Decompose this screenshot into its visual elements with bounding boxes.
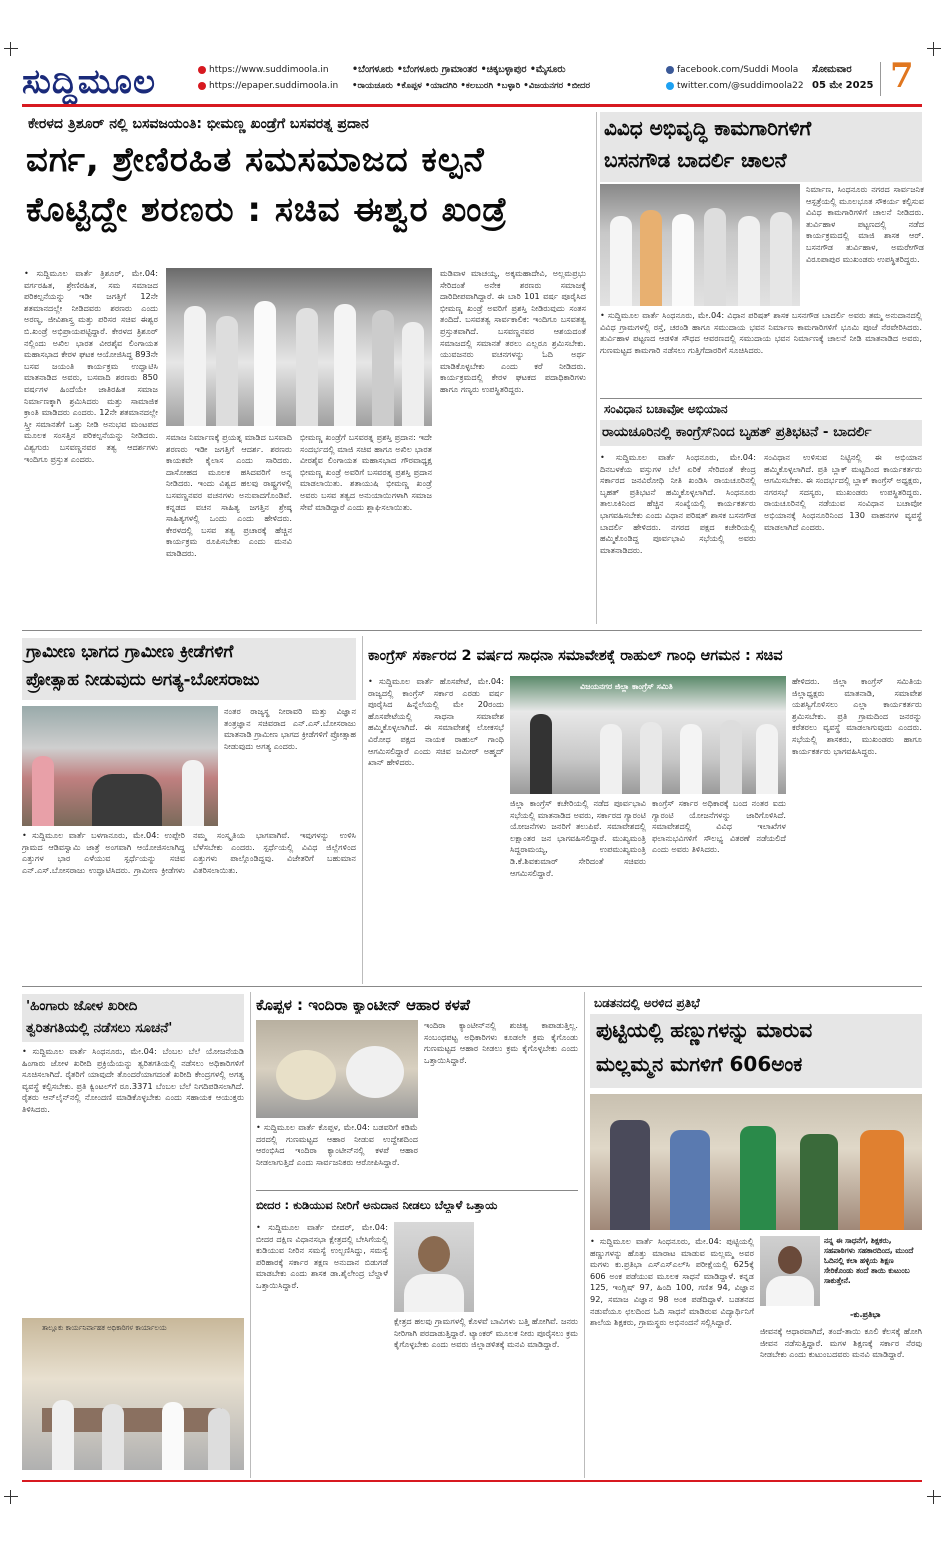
koppal-col1: • ಸುದ್ದಿಮೂಲ ವಾರ್ತೆ ಕೊಪ್ಪಳ, ಮೇ.04: ಬಡವರಿಗೆ ಕಡಿಮೆ ದರದಲ್ಲಿ ಗುಣಮಟ್ಟದ ಆಹಾರ ನೀಡುವ ಉದ್ದೇಶದಿಂದ ಆರಂಭಿಸಿದ ಇಂದಿರಾ ಕ್ಯಾಂಟೀನ್‌ನಲ್ಲಿ ಕಳಪೆ ಆಹಾರ ನೀಡಲಾಗುತ್ತಿದೆ ಎಂದು ಸಾರ್ವಜನಿಕರು ಆರೋಪಿಸಿದ್ದಾರೆ. bbox=[256, 1122, 418, 1167]
lead-kicker: ಕೇರಳದ ತ್ರಿಶೂರ್ ನಲ್ಲಿ ಬಸವಜಯಂತಿ: ಭೀಮಣ್ಣ ಖಂಡ್ರೆಗೆ ಬಸವರತ್ನ ಪ್ರದಾನ bbox=[28, 116, 369, 132]
section-rule bbox=[600, 398, 922, 399]
student bbox=[740, 1126, 776, 1230]
koppal-col2: ಇಂದಿರಾ ಕ್ಯಾಂಟೀನ್‌ನಲ್ಲಿ ಶುಚಿತ್ವ ಕಾಪಾಡುತ್ತಿಲ್ಲ. ಸಂಬಂಧಪಟ್ಟ ಅಧಿಕಾರಿಗಳು ಕೂಡಲೇ ಕ್ರಮ ಕೈಗೊಂಡು ಗುಣಮಟ್ಟದ ಆಹಾರ ನೀಡಲು ಕ್ರಮ ಕೈಗೊಳ್ಳಬೇಕು ಎಂದು ಒತ್ತಾಯಿಸಿದ್ದಾರೆ. bbox=[424, 1020, 578, 1065]
person bbox=[334, 304, 356, 426]
column-rule bbox=[596, 112, 597, 624]
column-rule bbox=[584, 992, 585, 1478]
page-number: 7 bbox=[890, 56, 914, 96]
person bbox=[704, 208, 726, 306]
sports-side: ನಂತರ ರಾಜ್ಯಸ್ಥ ನೀರಾವರಿ ಮತ್ತು ವಿಜ್ಞಾನ ತಂತ್ರಜ್ಞಾನ ಸಚಿವರಾದ ಎನ್.ಎಸ್.ಬೋಸರಾಜು ಮಾತನಾಡಿ ಗ್ರಾಮೀಣ ಭಾಗದ ಕ್ರೀಡೆಗಳಿಗೆ ಪ್ರೋತ್ಸಾಹ ನೀಡುವುದು ಅಗತ್ಯ ಎಂದರು. bbox=[224, 706, 356, 751]
rahul-banner: ವಿಜಯನಗರ ಜಿಲ್ಲಾ ಕಾಂಗ್ರೆಸ್ ಸಮಿತಿ bbox=[580, 682, 673, 691]
puttamma-body: • ಸುದ್ದಿಮೂಲ ವಾರ್ತೆ ಸಿಂಧನೂರು, ಮೇ.04: ಪುಟ್ಟಿಯಲ್ಲಿ ಹಣ್ಣುಗಳನ್ನು ಹೊತ್ತು ಮಾರಾಟ ಮಾಡುವ ಮಲ್ಲಮ್ಮ ಅವರ ಮಗಳು ಕು.ಪ್ರತಿಭಾ ಎಸ್ಎಸ್ಎಲ್‌ಸಿ ಪರೀಕ್ಷೆಯಲ್ಲಿ 625ಕ್ಕೆ 606 ಅಂಕ ಪಡೆಯುವ ಮೂಲಕ ಸಾಧನೆ ಮಾಡಿದ್ದಾಳೆ. ಕನ್ನಡ 125, ಇಂಗ್ಲಿಷ್ 97, ಹಿಂದಿ 100, ಗಣಿತ 94, ವಿಜ್ಞಾನ 92, ಸಮಾಜ ವಿಜ್ಞಾನ 98 ಅಂಕ ಪಡೆದಿದ್ದಾಳೆ. ಬಡತನದ ನಡುವೆಯೂ ಛಲದಿಂದ ಓದಿ ಸಾಧನೆ ಮಾಡಿರುವ ವಿದ್ಯಾರ್ಥಿನಿಗೆ ಶಾಲೆಯ ಶಿಕ್ಷಕರು, ಗ್ರಾಮಸ್ಥರು ಅಭಿನಂದನೆ ಸಲ್ಲಿಸಿದ್ದಾರೆ. bbox=[590, 1236, 754, 1328]
masthead-date: 05 ಮೇ 2025 bbox=[812, 80, 874, 91]
person bbox=[860, 1130, 904, 1230]
hingara-headline-line1: 'ಹಿಂಗಾರು ಜೋಳ ಖರೀದಿ bbox=[26, 998, 138, 1014]
section-rule bbox=[22, 630, 922, 631]
rahul-col4: ಹೇಳಿದರು. ಜಿಲ್ಲಾ ಕಾಂಗ್ರೆಸ್ ಸಮಿತಿಯ ಜಿಲ್ಲಾಧ್ಯಕ್ಷರು ಮಾತನಾಡಿ, ಸಮಾವೇಶ ಯಶಸ್ವಿಗೊಳಿಸಲು ಎಲ್ಲಾ ಕಾರ್ಯಕರ್ತರು ಶ್ರಮಿಸಬೇಕು. ಪ್ರತಿ ಗ್ರಾಮದಿಂದ ಜನರನ್ನು ಕರೆತರಲು ವ್ಯವಸ್ಥೆ ಮಾಡಲಾಗುವುದು ಎಂದರು. ಸಭೆಯಲ್ಲಿ ಶಾಸಕರು, ಮುಖಂಡರು ಹಾಗೂ ಕಾರ್ಯಕರ್ತರು ಭಾಗವಹಿಸಿದ್ದರು. bbox=[792, 676, 922, 756]
devworks-body: • ಸುದ್ದಿಮೂಲ ವಾರ್ತೆ ಸಿಂಧನೂರು, ಮೇ.04: ವಿಧಾನ ಪರಿಷತ್ ಶಾಸಕ ಬಸನಗೌಡ ಬಾದರ್ಲಿ ಅವರು ತಮ್ಮ ಅನುದಾನದಲ್ಲಿ ವಿವಿಧ ಗ್ರಾಮಗಳಲ್ಲಿ ರಸ್ತೆ, ಚರಂಡಿ ಹಾಗೂ ಸಮುದಾಯ ಭವನ ನಿರ್ಮಾಣ ಕಾಮಗಾರಿಗಳಿಗೆ ಭೂಮಿ ಪೂಜೆ ನೆರವೇರಿಸಿದರು. ತುರ್ವಿಹಾಳ ಪಟ್ಟಣದ ಆಡಳಿತ ಸೌಧದ ಆವರಣದಲ್ಲಿ ಸಮುದಾಯ ಭವನ ನಿರ್ಮಾಣಕ್ಕೆ ಚಾಲನೆ ನೀಡಿ ಮಾತನಾಡಿದ ಅವರು, ಗುಣಮಟ್ಟದ ಕಾಮಗಾರಿ ನಡೆಸಲು ಗುತ್ತಿಗೆದಾರರಿಗೆ ಸೂಚಿಸಿದರು. bbox=[600, 310, 922, 355]
samvidhana-col1: • ಸುದ್ದಿಮೂಲ ವಾರ್ತೆ ಸಿಂಧನೂರು, ಮೇ.04: ದಿನಬಳಕೆಯ ವಸ್ತುಗಳ ಬೆಲೆ ಏರಿಕೆ ಸೇರಿದಂತೆ ಕೇಂದ್ರ ಸರ್ಕಾರದ ಜನವಿರೋಧಿ ನೀತಿ ಖಂಡಿಸಿ ರಾಯಚೂರಿನಲ್ಲಿ ಬೃಹತ್ ಪ್ರತಿಭಟನೆ ಹಮ್ಮಿಕೊಳ್ಳಲಾಗಿದೆ. ಸಿಂಧನೂರು ತಾಲೂಕಿನಿಂದ ಹೆಚ್ಚಿನ ಸಂಖ್ಯೆಯಲ್ಲಿ ಕಾರ್ಯಕರ್ತರು ಭಾಗವಹಿಸಬೇಕು ಎಂದು ವಿಧಾನ ಪರಿಷತ್ ಶಾಸಕ ಬಸನಗೌಡ ಬಾದರ್ಲಿ ಹೇಳಿದರು. ನಗರದ ಪಕ್ಷದ ಕಚೇರಿಯಲ್ಲಿ ಹಮ್ಮಿಕೊಂಡಿದ್ದ ಪೂರ್ವಭಾವಿ ಸಭೆಯಲ್ಲಿ ಅವರು ಮಾತನಾಡಿದರು. bbox=[600, 452, 756, 555]
hingara-photo bbox=[22, 1318, 244, 1470]
koppal-headline: ಕೊಪ್ಪಳ : ಇಂದಿರಾ ಕ್ಯಾಂಟೀನ್ ಆಹಾರ ಕಳಪೆ bbox=[256, 996, 470, 1014]
person bbox=[640, 722, 662, 794]
rahul-headline: ಕಾಂಗ್ರೆಸ್ ಸರ್ಕಾರದ 2 ವರ್ಷದ ಸಾಧನಾ ಸಮಾವೇಶಕ್ಕೆ ರಾಹುಲ್ ಗಾಂಧಿ ಆಗಮನ : ಸಚಿವ bbox=[368, 648, 783, 664]
epaper-link[interactable]: https://epaper.suddimoola.in bbox=[198, 78, 348, 94]
person bbox=[162, 1402, 184, 1470]
person bbox=[254, 301, 276, 426]
rahul-photo bbox=[510, 676, 786, 794]
crop-mark bbox=[927, 1490, 941, 1504]
person bbox=[680, 724, 702, 794]
section-rule bbox=[22, 986, 922, 987]
masthead-links bbox=[198, 62, 348, 94]
column-rule bbox=[250, 992, 251, 1478]
person bbox=[102, 1404, 124, 1470]
person bbox=[672, 214, 694, 306]
lead-intro: • ಸುದ್ದಿಮೂಲ ವಾರ್ತೆ ತ್ರಿಶೂರ್, ಮೇ.04: ವರ್ಗರಹಿತ, ಶ್ರೇಣಿರಹಿತ, ಸಮ ಸಮಾಜದ ಪರಿಕಲ್ಪನೆಯನ್ನು ಇಡೀ ಜಗತ್ತಿಗೆ 12ನೇ ಶತಮಾನದಲ್ಲೇ ನೀಡಿದವರು ಶರಣರು ಎಂದು ಅರಣ್ಯ, ಜೀವಿಶಾಸ್ತ್ರ ಮತ್ತು ಪರಿಸರ ಸಚಿವ ಈಶ್ವರ ಬಿ.ಖಂಡ್ರೆ ಅಭಿಪ್ರಾಯಪಟ್ಟಿದ್ದಾರೆ. ಕೇರಳದ ತ್ರಿಶೂರ್ ನಲ್ಲಿಂದು ಅಖಿಲ ಭಾರತ ವೀರಶೈವ ಲಿಂಗಾಯತ ಮಹಾಸಭಾದ ಕೇರಳ ಘಟಕ ಆಯೋಜಿಸಿದ್ದ 893ನೇ ಬಸವ ಜಯಂತಿ ಕಾರ್ಯಕ್ರಮ ಉದ್ಘಾಟಿಸಿ ಮಾತನಾಡಿದ ಅವರು, ಬಸವಾದಿ ಶರಣರು 850 ವರ್ಷಗಳ ಹಿಂದೆಯೇ ಜಾತಿರಹಿತ ಸಮಾಜ ನಿರ್ಮಾಣಕ್ಕಾಗಿ ಶ್ರಮಿಸಿದರು ಮತ್ತು ಸಾಮಾಜಿಕ ಕ್ರಾಂತಿ ಮಾಡಿದರು ಎಂದರು. 12ನೇ ಶತಮಾನದಲ್ಲೇ ಸ್ತ್ರೀ ಸಮಾನತೆಗೆ ಒತ್ತು ನೀಡಿ ಅನುಭವ ಮಂಟಪದ ಮೂಲಕ ಸಂಸತ್ತಿನ ಪರಿಕಲ್ಪನೆಯನ್ನು ನೀಡಿದರು. ವಿಶ್ವಗುರು ಬಸವಣ್ಣನವರ ತತ್ವ ಆದರ್ಶಗಳು ಇಂದಿಗೂ ಪ್ರಸ್ತುತ ಎಂದರು. bbox=[24, 268, 158, 464]
person bbox=[738, 216, 760, 306]
samvidhana-col2: ಸಂವಿಧಾನ ಉಳಿಸುವ ನಿಟ್ಟಿನಲ್ಲಿ ಈ ಅಭಿಯಾನ ಹಮ್ಮಿಕೊಳ್ಳಲಾಗಿದೆ. ಪ್ರತಿ ಬ್ಲಾಕ್ ಮಟ್ಟದಿಂದ ಕಾರ್ಯಕರ್ತರು ಆಗಮಿಸಬೇಕು. ಈ ಸಂದರ್ಭದಲ್ಲಿ ಬ್ಲಾಕ್ ಕಾಂಗ್ರೆಸ್ ಅಧ್ಯಕ್ಷರು, ನಗರಸಭೆ ಸದಸ್ಯರು, ಮುಖಂಡರು ಉಪಸ್ಥಿತರಿದ್ದರು. ರಾಯಚೂರಿನಲ್ಲಿ ನಡೆಯುವ ಸಂವಿಧಾನ ಬಚಾವೋ ಅಭಿಯಾನಕ್ಕೆ ಸಿಂಧನೂರಿನಿಂದ 130 ವಾಹನಗಳ ವ್ಯವಸ್ಥೆ ಮಾಡಲಾಗಿದೆ ಎಂದರು. bbox=[764, 452, 922, 532]
devworks-headline-line1: ವಿವಿಧ ಅಭಿವೃದ್ಧಿ ಕಾಮಗಾರಿಗಳಿಗೆ bbox=[604, 116, 812, 140]
divider bbox=[880, 62, 881, 96]
portrait-head bbox=[778, 1246, 802, 1274]
devworks-headline-line2: ಬಸನಗೌಡ ಬಾದರ್ಲಿ ಚಾಲನೆ bbox=[604, 148, 787, 172]
puttamma-col2: ಜೀವನಕ್ಕೆ ಆಧಾರವಾಗಿದೆ, ತಂದೆ-ತಾಯಿ ಕೂಲಿ ಕೆಲಸಕ್ಕೆ ಹೋಗಿ ಜೀವನ ನಡೆಸುತ್ತಿದ್ದಾರೆ. ಮಗಳ ಶಿಕ್ಷಣಕ್ಕೆ ಸರ್ಕಾರ ನೆರವು ನೀಡಬೇಕು ಎಂದು ಕುಟುಂಬದವರು ಮನವಿ ಮಾಡಿದ್ದಾರೆ. bbox=[760, 1326, 922, 1360]
portrait-head bbox=[418, 1236, 450, 1272]
sports-body: • ಸುದ್ದಿಮೂಲ ವಾರ್ತೆ ಬಳಗಾನೂರು, ಮೇ.04: ಉಪ್ಪೇರಿ ಗ್ರಾಮದ ಆಡಿವಸ್ವಾಮಿ ಜಾತ್ರೆ ಅಂಗವಾಗಿ ಆಯೋಜಿಸಲಾಗಿದ್ದ ಎತ್ತುಗಳ ಭಾರ ಎಳೆಯುವ ಸ್ಪರ್ಧೆಯನ್ನು ಸಚಿವ ಎನ್.ಎಸ್.ಬೋಸರಾಜು ಉದ್ಘಾಟಿಸಿದರು. ಗ್ರಾಮೀಣ ಕ್ರೀಡೆಗಳು ನಮ್ಮ ಸಂಸ್ಕೃತಿಯ ಭಾಗವಾಗಿವೆ. ಇವುಗಳನ್ನು ಉಳಿಸಿ ಬೆಳೆಸಬೇಕು ಎಂದರು. ಸ್ಪರ್ಧೆಯಲ್ಲಿ ವಿವಿಧ ಜಿಲ್ಲೆಗಳಿಂದ ಎತ್ತುಗಳು ಪಾಲ್ಗೊಂಡಿದ್ದವು. ವಿಜೇತರಿಗೆ ಬಹುಮಾನ ವಿತರಿಸಲಾಯಿತು. bbox=[22, 830, 356, 875]
lead-col3: ಭೀಮಣ್ಣ ಖಂಡ್ರೆಗೆ ಬಸವರತ್ನ ಪ್ರಶಸ್ತಿ ಪ್ರದಾನ: ಇದೇ ಸಂದರ್ಭದಲ್ಲಿ ಮಾಜಿ ಸಚಿವ ಹಾಗೂ ಅಖಿಲ ಭಾರತ ವೀರಶೈವ ಲಿಂಗಾಯತ ಮಹಾಸಭಾದ ಗೌರವಾಧ್ಯಕ್ಷ ಭೀಮಣ್ಣ ಖಂಡ್ರೆ ಅವರಿಗೆ ಬಸವರತ್ನ ಪ್ರಶಸ್ತಿ ಪ್ರದಾನ ಮಾಡಲಾಯಿತು. ಶತಾಯುಷಿ ಭೀಮಣ್ಣ ಖಂಡ್ರೆ ಅವರು ಬಸವ ತತ್ವದ ಅನುಯಾಯಿಗಳಾಗಿ ಸಮಾಜ ಸೇವೆ ಮಾಡಿದ್ದಾರೆ ಎಂದು ಶ್ಲಾಘಿಸಲಾಯಿತು. bbox=[300, 432, 432, 512]
pratibha-photo bbox=[760, 1236, 820, 1306]
hingara-photo-banner: ತಾಲ್ಲೂಕು ಕಾರ್ಯನಿರ್ವಾಹಕ ಅಧಿಕಾರಿಗಳ ಕಾರ್ಯಾಲಯ bbox=[42, 1324, 167, 1332]
rahul-col2: ಜಿಲ್ಲಾ ಕಾಂಗ್ರೆಸ್ ಕಚೇರಿಯಲ್ಲಿ ನಡೆದ ಪೂರ್ವಭಾವಿ ಸಭೆಯಲ್ಲಿ ಮಾತನಾಡಿದ ಅವರು, ಸರ್ಕಾರದ ಗ್ಯಾರಂಟಿ ಯೋಜನೆಗಳು ಜನರಿಗೆ ತಲುಪಿವೆ. ಸಮಾವೇಶದಲ್ಲಿ ಲಕ್ಷಾಂತರ ಜನ ಭಾಗವಹಿಸಲಿದ್ದಾರೆ. ಮುಖ್ಯಮಂತ್ರಿ ಸಿದ್ದರಾಮಯ್ಯ, ಉಪಮುಖ್ಯಮಂತ್ರಿ ಡಿ.ಕೆ.ಶಿವಕುಮಾರ್ ಸೇರಿದಂತೆ ಸಚಿವರು ಆಗಮಿಸಲಿದ್ದಾರೆ. bbox=[510, 798, 646, 878]
masthead-cities bbox=[352, 62, 662, 94]
sports-photo bbox=[22, 706, 218, 826]
person bbox=[670, 1130, 710, 1230]
rahul-col1: • ಸುದ್ದಿಮೂಲ ವಾರ್ತೆ ಹೊಸಪೇಟೆ, ಮೇ.04: ರಾಜ್ಯದಲ್ಲಿ ಕಾಂಗ್ರೆಸ್ ಸರ್ಕಾರ ಎರಡು ವರ್ಷ ಪೂರೈಸಿದ ಹಿನ್ನೆಲೆಯಲ್ಲಿ ಮೇ 20ರಂದು ಹೊಸಪೇಟೆಯಲ್ಲಿ ಸಾಧನಾ ಸಮಾವೇಶ ಹಮ್ಮಿಕೊಳ್ಳಲಾಗಿದೆ. ಈ ಸಮಾವೇಶಕ್ಕೆ ಲೋಕಸಭೆ ವಿರೋಧ ಪಕ್ಷದ ನಾಯಕ ರಾಹುಲ್ ಗಾಂಧಿ ಆಗಮಿಸಲಿದ್ದಾರೆ ಎಂದು ಸಚಿವ ಜಮೀರ್ ಅಹ್ಮದ್ ಖಾನ್ ಹೇಳಿದರು. bbox=[368, 676, 504, 768]
samvidhana-kicker: ಸಂವಿಧಾನ ಬಚಾವೋ ಅಭಿಯಾನ bbox=[604, 402, 728, 416]
person bbox=[610, 1120, 650, 1230]
person bbox=[610, 216, 632, 306]
person bbox=[770, 212, 792, 306]
pratibha-quote: ನನ್ನ ಈ ಸಾಧನೆಗೆ, ಶಿಕ್ಷಕರು, ಸಹಪಾಠಿಗಳು ಸಹಕಾರದಿಂದ, ಮುಂದೆ ಓದಿನಲ್ಲಿ ಕಲಾ ಹಳ್ಳಿಯ ಶಿಕ್ಷಣ ಸೇರಿಕೊಂಡು ತಂದೆ ತಾಯಿ ಕುಟುಂಬ ಸಾಕುತ್ತೇನೆ. bbox=[824, 1236, 914, 1285]
crop-mark bbox=[4, 1490, 18, 1504]
devworks-photo bbox=[600, 184, 800, 306]
cities-row: •ರಾಯಚೂರು •ಕೊಪ್ಪಳ •ಯಾದಗಿರಿ •ಕಲಬುರಗಿ •ಬಳ್ಳಾರಿ •ವಿಜಯನಗರ •ಬೀದರ bbox=[352, 81, 591, 91]
lead-headline-line2: ಕೊಟ್ಟಿದ್ದೇ ಶರಣರು : ಸಚಿವ ಈಶ್ವರ ಖಂಡ್ರೆ bbox=[26, 190, 508, 230]
food-pot bbox=[346, 1046, 404, 1098]
bidar-photo bbox=[394, 1222, 474, 1312]
person bbox=[296, 308, 318, 426]
koppal-photo bbox=[256, 1020, 418, 1118]
hingara-headline-line2: ತ್ವರಿತಗತಿಯಲ್ಲಿ ನಡೆಸಲು ಸೂಚನೆ' bbox=[26, 1020, 173, 1036]
website-link[interactable]: https://www.suddimoola.in bbox=[198, 62, 348, 78]
masthead-logo: ಸುದ್ದಿಮೂಲ bbox=[22, 62, 156, 102]
person bbox=[402, 322, 424, 426]
puttamma-headline-line1: ಪುಟ್ಟಿಯಲ್ಲಿ ಹಣ್ಣುಗಳನ್ನು ಮಾರುವ bbox=[596, 1018, 813, 1042]
twitter-icon bbox=[666, 82, 674, 90]
person bbox=[640, 210, 662, 306]
bidar-headline: ಬೀದರ : ಕುಡಿಯುವ ನೀರಿಗೆ ಅನುದಾನ ನೀಡಲು ಬೆಲ್ದಾಳೆ ಒತ್ತಾಯ bbox=[256, 1198, 498, 1212]
portrait-body bbox=[404, 1274, 464, 1312]
globe-icon bbox=[198, 66, 206, 74]
hingara-body: • ಸುದ್ದಿಮೂಲ ವಾರ್ತೆ ಸಿಂಧನೂರು, ಮೇ.04: ಬೆಂಬಲ ಬೆಲೆ ಯೋಜನೆಯಡಿ ಹಿಂಗಾರು ಜೋಳ ಖರೀದಿ ಪ್ರಕ್ರಿಯೆಯನ್ನು ತ್ವರಿತಗತಿಯಲ್ಲಿ ನಡೆಸಲು ಅಧಿಕಾರಿಗಳಿಗೆ ಸೂಚಿಸಲಾಗಿದೆ. ರೈತರಿಗೆ ಯಾವುದೇ ತೊಂದರೆಯಾಗದಂತೆ ಖರೀದಿ ಕೇಂದ್ರಗಳಲ್ಲಿ ಅಗತ್ಯ ವ್ಯವಸ್ಥೆ ಕಲ್ಪಿಸಬೇಕು. ಪ್ರತಿ ಕ್ವಿಂಟಲ್‌ಗೆ ರೂ.3371 ಬೆಂಬಲ ಬೆಲೆ ನಿಗದಿಪಡಿಸಲಾಗಿದೆ. ರೈತರು ಆನ್‌ಲೈನ್‌ನಲ್ಲಿ ನೋಂದಣಿ ಮಾಡಿಕೊಳ್ಳಬೇಕು ಎಂದು ಸಹಾಯಕ ಆಯುಕ್ತರು ತಿಳಿಸಿದರು. bbox=[22, 1046, 244, 1114]
section-rule bbox=[256, 1190, 578, 1191]
sports-headline-line1: ಗ್ರಾಮೀಣ ಭಾಗದ ಗ್ರಾಮೀಣ ಕ್ರೀಡೆಗಳಿಗೆ bbox=[26, 642, 234, 662]
devworks-side: ನಿರ್ಮಾಣ, ಸಿಂಧನೂರು ನಗರದ ಸಾರ್ವಜನಿಕ ಆಸ್ಪತ್ರೆಯಲ್ಲಿ ಮೂಲಭೂತ ಸೌಕರ್ಯ ಕಲ್ಪಿಸುವ ವಿವಿಧ ಕಾಮಗಾರಿಗಳಿಗೆ ಚಾಲನೆ ನೀಡಿದರು. ತುರ್ವಿಹಾಳ ಪಟ್ಟಣದಲ್ಲಿ ನಡೆದ ಕಾರ್ಯಕ್ರಮದಲ್ಲಿ ಮಾಜಿ ಶಾಸಕ ಆರ್. ಬಸನಗೌಡ ತುರ್ವಿಹಾಳ, ಅಮರೇಗೌಡ ವಿರೂಪಾಪುರ ಮುಖಂಡರು ಉಪಸ್ಥಿತರಿದ್ದರು. bbox=[806, 184, 924, 264]
sports-headline-line2: ಪ್ರೋತ್ಸಾಹ ನೀಡುವುದು ಅಗತ್ಯ-ಬೋಸರಾಜು bbox=[26, 670, 260, 690]
footer-rule bbox=[22, 1480, 922, 1482]
lead-headline-line1: ವರ್ಗ, ಶ್ರೇಣಿರಹಿತ ಸಮಸಮಾಜದ ಕಲ್ಪನೆ bbox=[26, 140, 485, 180]
person bbox=[530, 714, 552, 794]
facebook-link[interactable]: facebook.com/Suddi Moola bbox=[666, 62, 806, 78]
person bbox=[800, 1134, 838, 1230]
puttamma-kicker: ಬಡತನದಲ್ಲಿ ಅರಳಿದ ಪ್ರತಿಭೆ bbox=[594, 996, 700, 1010]
person bbox=[182, 760, 204, 826]
column-rule bbox=[362, 636, 363, 984]
person bbox=[216, 316, 238, 426]
bullock bbox=[92, 774, 162, 826]
person bbox=[52, 1400, 74, 1470]
lead-col2: ಸಮಾಜ ನಿರ್ಮಾಣಕ್ಕೆ ಪ್ರಯತ್ನ ಮಾಡಿದ ಬಸವಾದಿ ಶರಣರು ಇಡೀ ಜಗತ್ತಿಗೆ ಆದರ್ಶ. ಶರಣರು ಕಾಯಕವೇ ಕೈಲಾಸ ಎಂದು ಸಾರಿದರು. ದಾಸೋಹದ ಮೂಲಕ ಹಸಿದವರಿಗೆ ಅನ್ನ ನೀಡಿದರು. ಇಂದು ವಿಶ್ವದ ಹಲವು ರಾಷ್ಟ್ರಗಳಲ್ಲಿ ಬಸವಣ್ಣನವರ ವಚನಗಳು ಅನುವಾದಗೊಂಡಿವೆ. ಕನ್ನಡದ ವಚನ ಸಾಹಿತ್ಯ ಜಗತ್ತಿನ ಶ್ರೇಷ್ಠ ಸಾಹಿತ್ಯಗಳಲ್ಲಿ ಒಂದು ಎಂದು ಹೇಳಿದರು. ಕೇರಳದಲ್ಲಿ ಬಸವ ತತ್ವ ಪ್ರಚಾರಕ್ಕೆ ಹೆಚ್ಚಿನ ಕಾರ್ಯಕ್ರಮ ರೂಪಿಸಬೇಕು ಎಂದು ಮನವಿ ಮಾಡಿದರು. bbox=[166, 432, 292, 558]
person bbox=[184, 306, 206, 426]
bidar-col2: ಕ್ಷೇತ್ರದ ಹಲವು ಗ್ರಾಮಗಳಲ್ಲಿ ಕೊಳವೆ ಬಾವಿಗಳು ಬತ್ತಿ ಹೋಗಿವೆ. ಜನರು ನೀರಿಗಾಗಿ ಪರದಾಡುತ್ತಿದ್ದಾರೆ. ಟ್ಯಾಂಕರ್ ಮೂಲಕ ನೀರು ಪೂರೈಸಲು ಕ್ರಮ ಕೈಗೊಳ್ಳಬೇಕು ಎಂದು ಅವರು ಜಿಲ್ಲಾಡಳಿತಕ್ಕೆ ಮನವಿ ಮಾಡಿದ್ದಾರೆ. bbox=[394, 1316, 578, 1350]
lead-photo bbox=[166, 268, 432, 426]
masthead-social bbox=[666, 62, 806, 94]
rahul-col3: ಕಾಂಗ್ರೆಸ್ ಸರ್ಕಾರ ಅಧಿಕಾರಕ್ಕೆ ಬಂದ ನಂತರ ಐದು ಗ್ಯಾರಂಟಿ ಯೋಜನೆಗಳನ್ನು ಜಾರಿಗೊಳಿಸಿದೆ. ಸಮಾವೇಶದಲ್ಲಿ ವಿವಿಧ ಇಲಾಖೆಗಳ ಫಲಾನುಭವಿಗಳಿಗೆ ಸೌಲಭ್ಯ ವಿತರಣೆ ನಡೆಯಲಿದೆ ಎಂದು ಅವರು ತಿಳಿಸಿದರು. bbox=[652, 798, 786, 855]
person bbox=[32, 756, 54, 826]
pratibha-quote-by: -ಕು.ಪ್ರತಿಭಾ bbox=[850, 1310, 881, 1319]
bidar-col1: • ಸುದ್ದಿಮೂಲ ವಾರ್ತೆ ಬೀದರ್, ಮೇ.04: ಬೀದರ ದಕ್ಷಿಣ ವಿಧಾನಸಭಾ ಕ್ಷೇತ್ರದಲ್ಲಿ ಬೇಸಿಗೆಯಲ್ಲಿ ಕುಡಿಯುವ ನೀರಿನ ಸಮಸ್ಯೆ ಉಲ್ಬಣಿಸಿದ್ದು, ಸಮಸ್ಯೆ ಪರಿಹಾರಕ್ಕೆ ಸರ್ಕಾರ ತಕ್ಷಣ ಅನುದಾನ ಬಿಡುಗಡೆ ಮಾಡಬೇಕು ಎಂದು ಶಾಸಕ ಡಾ.ಶೈಲೇಂದ್ರ ಬೆಲ್ದಾಳೆ ಒತ್ತಾಯಿಸಿದ್ದಾರೆ. bbox=[256, 1222, 388, 1290]
masthead-day: ಸೋಮವಾರ bbox=[812, 64, 852, 75]
facebook-icon bbox=[666, 66, 674, 74]
samvidhana-headline: ರಾಯಚೂರಿನಲ್ಲಿ ಕಾಂಗ್ರೆಸ್‌ನಿಂದ ಬೃಹತ್ ಪ್ರತಿಭಟನೆ - ಬಾದರ್ಲಿ bbox=[602, 424, 872, 440]
lead-col4: ಮಡಿವಾಳ ಮಾಚಯ್ಯ, ಅಕ್ಕಮಹಾದೇವಿ, ಅಲ್ಲಮಪ್ರಭು ಸೇರಿದಂತೆ ಅನೇಕ ಶರಣರು ಸಮಾಜಕ್ಕೆ ದಾರಿದೀಪವಾಗಿದ್ದಾರೆ. ಈ ಬಾರಿ 101 ವರ್ಷ ಪೂರೈಸಿದ ಭೀಮಣ್ಣ ಖಂಡ್ರೆ ಅವರಿಗೆ ಪ್ರಶಸ್ತಿ ನೀಡಿರುವುದು ಸಂತಸ ತಂದಿದೆ. ಬಸವತತ್ವ ಸಾರ್ವಕಾಲಿಕ: ಇಂದಿಗೂ ಬಸವತತ್ವ ಪ್ರಸ್ತುತವಾಗಿದೆ. ಬಸವಣ್ಣನವರ ಆಶಯದಂತೆ ಸಮಾಜದಲ್ಲಿ ಸಮಾನತೆ ತರಲು ಎಲ್ಲರೂ ಶ್ರಮಿಸಬೇಕು. ಯುವಜನರು ವಚನಗಳನ್ನು ಓದಿ ಅರ್ಥ ಮಾಡಿಕೊಳ್ಳಬೇಕು ಎಂದು ಕರೆ ನೀಡಿದರು. ಕಾರ್ಯಕ್ರಮದಲ್ಲಿ ಕೇರಳ ಘಟಕದ ಪದಾಧಿಕಾರಿಗಳು ಹಾಗೂ ಗಣ್ಯರು ಉಪಸ್ಥಿತರಿದ್ದರು. bbox=[440, 268, 586, 394]
crop-mark bbox=[927, 42, 941, 56]
person bbox=[600, 724, 622, 794]
twitter-link[interactable]: twitter.com/@suddimoola22 bbox=[666, 78, 806, 94]
globe-icon bbox=[198, 82, 206, 90]
person bbox=[720, 720, 742, 794]
person bbox=[208, 1408, 230, 1470]
person bbox=[756, 724, 778, 794]
masthead-rule bbox=[22, 104, 922, 107]
food-pot bbox=[276, 1050, 336, 1100]
puttamma-photo bbox=[590, 1094, 922, 1230]
cities-row: •ಬೆಂಗಳೂರು •ಬೆಂಗಳೂರು ಗ್ರಾಮಾಂತರ •ಚಿಕ್ಕಬಳ್ಳಾಪುರ •ಮೈಸೂರು bbox=[352, 64, 566, 75]
portrait-body bbox=[766, 1276, 814, 1306]
puttamma-headline-line2: ಮಲ್ಲಮ್ಮನ ಮಗಳಿಗೆ 606ಅಂಕ bbox=[596, 1052, 803, 1076]
person bbox=[372, 310, 394, 426]
crop-mark bbox=[4, 42, 18, 56]
